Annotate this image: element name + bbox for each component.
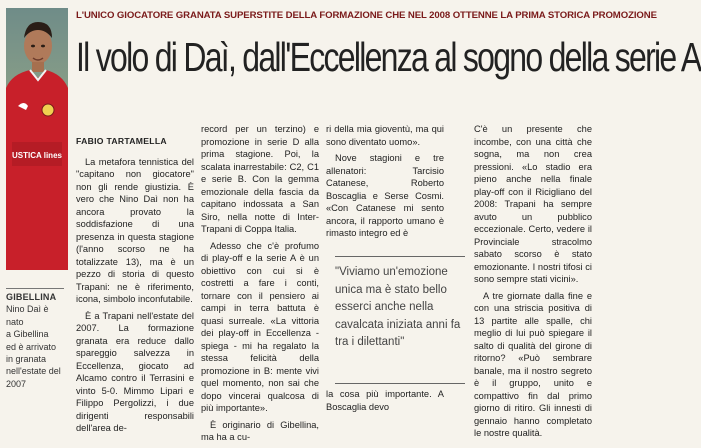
pull-quote-text: "Viviamo un'emozione unica ma è stato bello esserci anche nella cavalcata iniziata anni fa tra i dilettanti" xyxy=(335,266,461,348)
paragraph: La metafora tennistica del "capitano non giocatore" non gli rende giustizia. È vero che Nino Daì non ha ancora provato la soddisfazione di una presenza in questa stagione (l'anno scorso ne ha totalizzate 13), ma è un pezzo di storia di questo Trapani: ne è riferimento, icona, simbolo inconfutabile. xyxy=(76,156,194,304)
paragraph: la cosa più importante. A Boscaglia devo xyxy=(326,389,444,412)
paragraph: Nove stagioni e tre allenatori: Tarcisio Catanese, Roberto Boscaglia e Serse Cosmi. «Con Catanese mi sento ancora, il rapporto umano è rimasto integro ed è xyxy=(326,153,444,238)
caption-line: ed è arrivato xyxy=(6,341,57,352)
pull-quote-rule-bottom xyxy=(335,383,465,384)
article-column-4 xyxy=(474,123,592,444)
paragraph: record per un terzino) e promozione in serie D alla prima stagione. Poi, la scalata inarrestabile: C2, C1 e serie B. Con la gemma emozionale della fascia da capitano indossata a San Siro, nella notte di Inter-Trapani di Coppa Italia. xyxy=(201,124,319,234)
caption-title: GIBELLINA xyxy=(6,292,57,302)
paragraph: È a Trapani nell'estate del 2007. La formazione granata era reduce dallo spareggio salvezza in Eccellenza, giocato ad Alcamo contro il Terrasini e vinto 5-0. Mimmo Lipari e Filippo Pergolizzi, i due dirigenti responsabili dell'area de- xyxy=(76,310,194,433)
caption-line: Nino Daì è nato xyxy=(6,304,49,327)
pull-quote-rule-top xyxy=(335,256,465,257)
caption-line: nell'estate del 2007 xyxy=(6,366,61,389)
caption-line: in granata xyxy=(6,354,47,365)
caption-line: a Gibellina xyxy=(6,329,49,340)
byline: FABIO TARTAMELLA xyxy=(76,136,167,146)
jersey-sponsor: USTICA lines xyxy=(12,151,62,160)
paragraph: Adesso che c'è profumo di play-off e la serie A è un obiettivo con cui si è costretti a fare i conti, tornare con il pensiero ai campi in terra battuta è quasi surreale. «La vittoria dei play-off in Eccellenza - spiega - mi ha regalato la stessa felicità della promozione in B: mente vivi quel momento, non sai che dopo vincerai qualcosa di più importante». xyxy=(201,240,319,413)
paragraph: ri della mia gioventù, ma qui sono diventato uomo». xyxy=(326,124,444,147)
player-illustration xyxy=(6,8,68,270)
player-photo xyxy=(6,8,68,270)
article-column-3 xyxy=(326,123,444,244)
paragraph: A tre giornate dalla fine e con una striscia positiva di 13 partite alle spalle, chi meglio di lui può spiegare il salto di qualità del girone di ritorno? «Può sembrare banale, ma il nostro segreto è il gruppo, unito e compattivo fin dal primo giorno di ritiro. Gli innesti di gennaio hanno completato le nostre qualità. xyxy=(474,290,592,438)
paragraph: C'è un presente che incombe, con una città che sogna, ma non crea pressioni. «Lo stadio era pieno anche nella finale play-off con il Ricigliano del 2008: Trapani ha sempre avuto un pubblico eccezionale. Certo, vedere il Provinciale stracolmo sabato scorso è stato emozionante. I nostri tifosi ci sono sempre stati vicini». xyxy=(474,124,592,284)
caption-rule xyxy=(6,288,64,289)
article-column-3-bottom xyxy=(326,388,444,417)
pull-quote xyxy=(335,256,465,352)
paragraph: È originario di Gibellina, ma ha a cu- xyxy=(201,419,319,442)
photo-caption xyxy=(6,285,68,390)
kicker: L'UNICO GIOCATORE GRANATA SUPERSTITE DELLA FORMAZIONE CHE NEL 2008 OTTENNE LA PRIMA STORICA PROMOZIONE xyxy=(76,10,657,21)
article-column-1 xyxy=(76,135,194,439)
headline: Il volo di Daì, dall'Eccellenza al sogno della serie A xyxy=(76,34,701,80)
article-column-2 xyxy=(201,123,319,448)
